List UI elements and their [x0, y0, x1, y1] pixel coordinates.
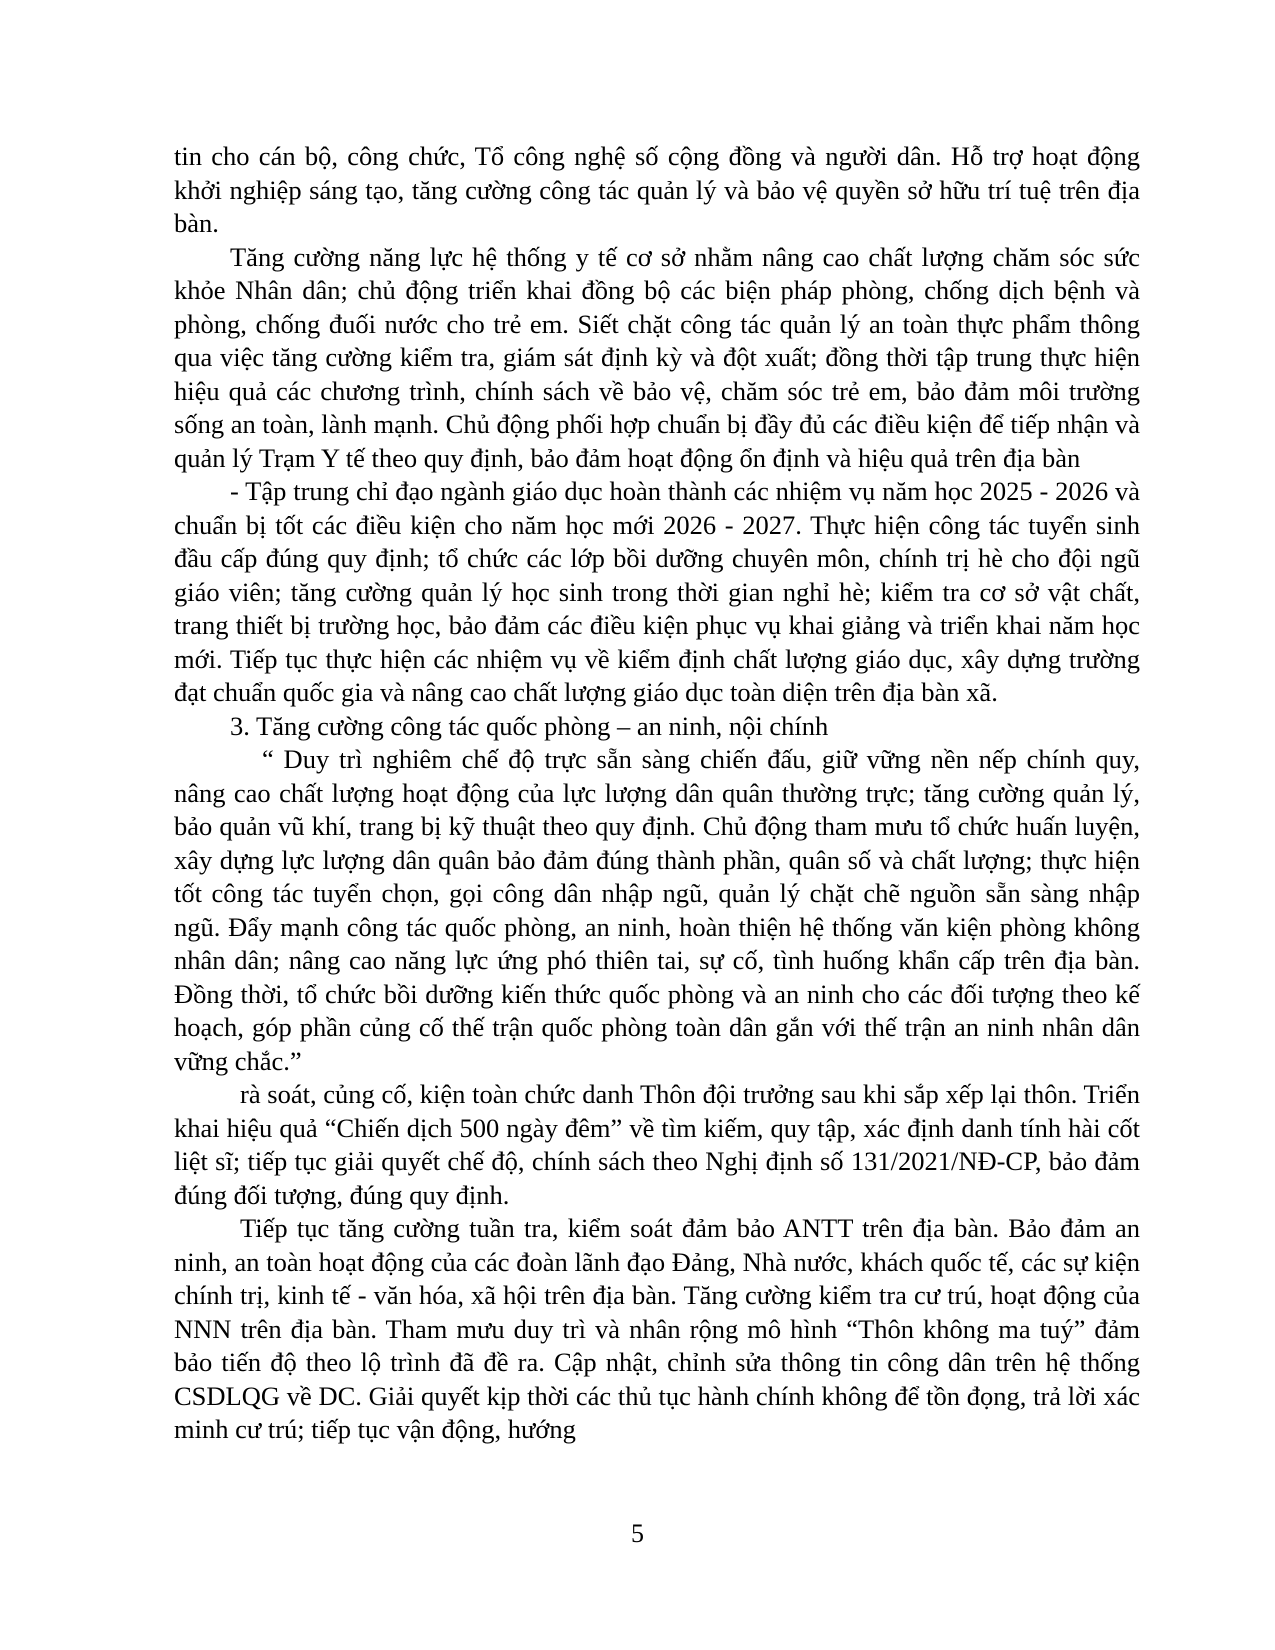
- document-body: [174, 140, 1140, 1447]
- paragraph-health: Tăng cường năng lực hệ thống y tế cơ sở nhằm nâng cao chất lượng chăm sóc sức khỏe Nhân dân; chủ động triển khai đồng bộ các biện pháp phòng, chống dịch bệnh và phòng, chống đuối nước cho trẻ em. Siết chặt công tác quản lý an toàn thực phẩm thông qua việc tăng cường kiểm tra, giám sát định kỳ và đột xuất; đồng thời tập trung thực hiện hiệu quả các chương trình, chính sách về bảo vệ, chăm sóc trẻ em, bảo đảm môi trường sống an toàn, lành mạnh. Chủ động phối hợp chuẩn bị đầy đủ các điều kiện để tiếp nhận và quản lý Trạm Y tế theo quy định, bảo đảm hoạt động ổn định và hiệu quả trên địa bàn: [174, 241, 1140, 473]
- page-number: 5: [631, 1519, 644, 1548]
- section-heading-defense: 3. Tăng cường công tác quốc phòng – an ninh, nội chính: [230, 710, 829, 741]
- paragraph-education: - Tập trung chỉ đạo ngành giáo dục hoàn thành các nhiệm vụ năm học 2025 - 2026 và chuẩn bị tốt các điều kiện cho năm học mới 2026 - 2027. Thực hiện công tác tuyển sinh đầu cấp đúng quy định; tổ chức các lớp bồi dưỡng chuyên môn, chính trị hè cho đội ngũ giáo viên; tăng cường quản lý học sinh trong thời gian nghỉ hè; kiểm tra cơ sở vật chất, trang thiết bị trường học, bảo đảm các điều kiện phục vụ khai giảng và triển khai năm học mới. Tiếp tục thực hiện các nhiệm vụ về kiểm định chất lượng giáo dục, xây dựng trường đạt chuẩn quốc gia và nâng cao chất lượng giáo dục toàn diện trên địa bàn xã.: [174, 476, 1140, 707]
- paragraph-security: Tiếp tục tăng cường tuần tra, kiểm soát đảm bảo ANTT trên địa bàn. Bảo đảm an ninh, an toàn hoạt động của các đoàn lãnh đạo Đảng, Nhà nước, khách quốc tế, các sự kiện chính trị, kinh tế - văn hóa, xã hội trên địa bàn. Tăng cường kiểm tra cư trú, hoạt động của NNN trên địa bàn. Tham mưu duy trì và nhân rộng mô hình “Thôn không ma tuý” đảm bảo tiến độ theo lộ trình đã đề ra. Cập nhật, chỉnh sửa thông tin công dân trên hệ thống CSDLQG về DC. Giải quyết kịp thời các thủ tục hành chính không để tồn đọng, trả lời xác minh cư trú; tiếp tục vận động, hướng: [174, 1213, 1140, 1444]
- paragraph-defense-quote: “ Duy trì nghiêm chế độ trực sẵn sàng chiến đấu, giữ vững nền nếp chính quy, nâng cao chất lượng hoạt động của lực lượng dân quân thường trực; tăng cường quản lý, bảo quản vũ khí, trang bị kỹ thuật theo quy định. Chủ động tham mưu tổ chức huấn luyện, xây dựng lực lượng dân quân bảo đảm đúng thành phần, quân số và chất lượng; thực hiện tốt công tác tuyển chọn, gọi công dân nhập ngũ, quản lý chặt chẽ nguồn sẵn sàng nhập ngũ. Đẩy mạnh công tác quốc phòng, an ninh, hoàn thiện hệ thống văn kiện phòng không nhân dân; nâng cao năng lực ứng phó thiên tai, sự cố, tình huống khẩn cấp trên địa bàn. Đồng thời, tổ chức bồi dưỡng kiến thức quốc phòng và an ninh cho các đối tượng theo kế hoạch, góp phần củng cố thế trận quốc phòng toàn dân gắn với thế trận an ninh nhân dân vững chắc.”: [174, 744, 1140, 1076]
- paragraph-village-militia: rà soát, củng cố, kiện toàn chức danh Thôn đội trưởng sau khi sắp xếp lại thôn. Triển khai hiệu quả “Chiến dịch 500 ngày đêm” về tìm kiếm, quy tập, xác định danh tính hài cốt liệt sĩ; tiếp tục giải quyết chế độ, chính sách theo Nghị định số 131/2021/NĐ-CP, bảo đảm đúng đối tượng, đúng quy định.: [174, 1079, 1140, 1210]
- paragraph-digital-support: tin cho cán bộ, công chức, Tổ công nghệ số cộng đồng và người dân. Hỗ trợ hoạt động khởi nghiệp sáng tạo, tăng cường công tác quản lý và bảo vệ quyền sở hữu trí tuệ trên địa bàn.: [174, 141, 1140, 238]
